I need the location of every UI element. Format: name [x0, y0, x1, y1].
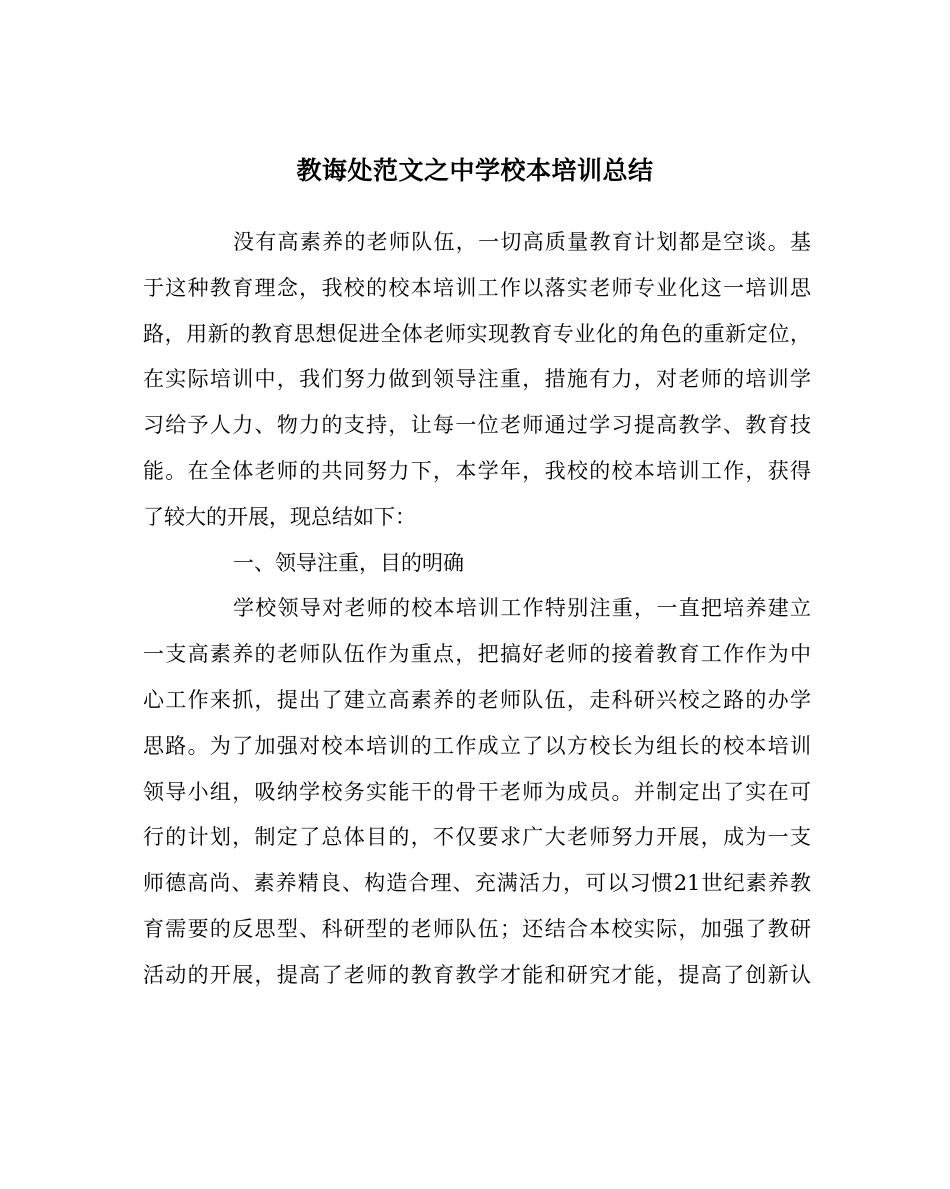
paragraph-1-line-6: 能。在全体老师的共同努力下，本学年，我校的校本培训工作，获得: [143, 458, 811, 483]
paragraph-1-line-1: 没有高素养的老师队伍，一切高质量教育计划都是空谈。基: [233, 230, 811, 254]
paragraph-2-line-2: 一支高素养的老师队伍作为重点，把搞好老师的接着教育工作作为中: [143, 642, 811, 667]
paragraph-2-line-9: 活动的开展，提高了老师的教育教学才能和研究才能，提高了创新认: [143, 962, 811, 987]
paragraph-2-line-3: 心工作来抓，提出了建立高素养的老师队伍，走科研兴校之路的办学: [143, 687, 811, 712]
paragraph-1-line-7: 了较大的开展，现总结如下：: [143, 504, 416, 529]
paragraph-2-line-7: 师德高尚、素养精良、构造合理、充满活力，可以习惯21世纪素养教: [143, 871, 811, 896]
paragraph-2-line-5: 领导小组，吸纳学校务实能干的骨干老师为成员。并制定出了实在可: [143, 779, 811, 804]
paragraph-2-line-6: 行的计划，制定了总体目的，不仅要求广大老师努力开展，成为一支: [143, 825, 811, 850]
paragraph-2-line-1: 学校领导对老师的校本培训工作特别注重，一直把培养建立: [233, 596, 811, 621]
paragraph-2-line-8: 育需要的反思型、科研型的老师队伍；还结合本校实际，加强了教研: [143, 916, 811, 941]
section-heading-1: 一、领导注重，目的明确: [233, 550, 464, 575]
paragraph-2-line-4: 思路。为了加强对校本培训的工作成立了以方校长为组长的校本培训: [143, 733, 811, 758]
paragraph-1-line-4: 在实际培训中，我们努力做到领导注重，措施有力，对老师的培训学: [143, 367, 811, 392]
paragraph-1-line-3: 路，用新的教育思想促进全体老师实现教育专业化的角色的重新定位，: [143, 321, 811, 346]
document-title: 教诲处范文之中学校本培训总结: [296, 155, 654, 185]
paragraph-1-line-5: 习给予人力、物力的支持，让每一位老师通过学习提高教学、教育技: [143, 413, 811, 438]
paragraph-1-line-2: 于这种教育理念，我校的校本培训工作以落实老师专业化这一培训思: [143, 275, 811, 300]
document-body: [143, 220, 811, 999]
